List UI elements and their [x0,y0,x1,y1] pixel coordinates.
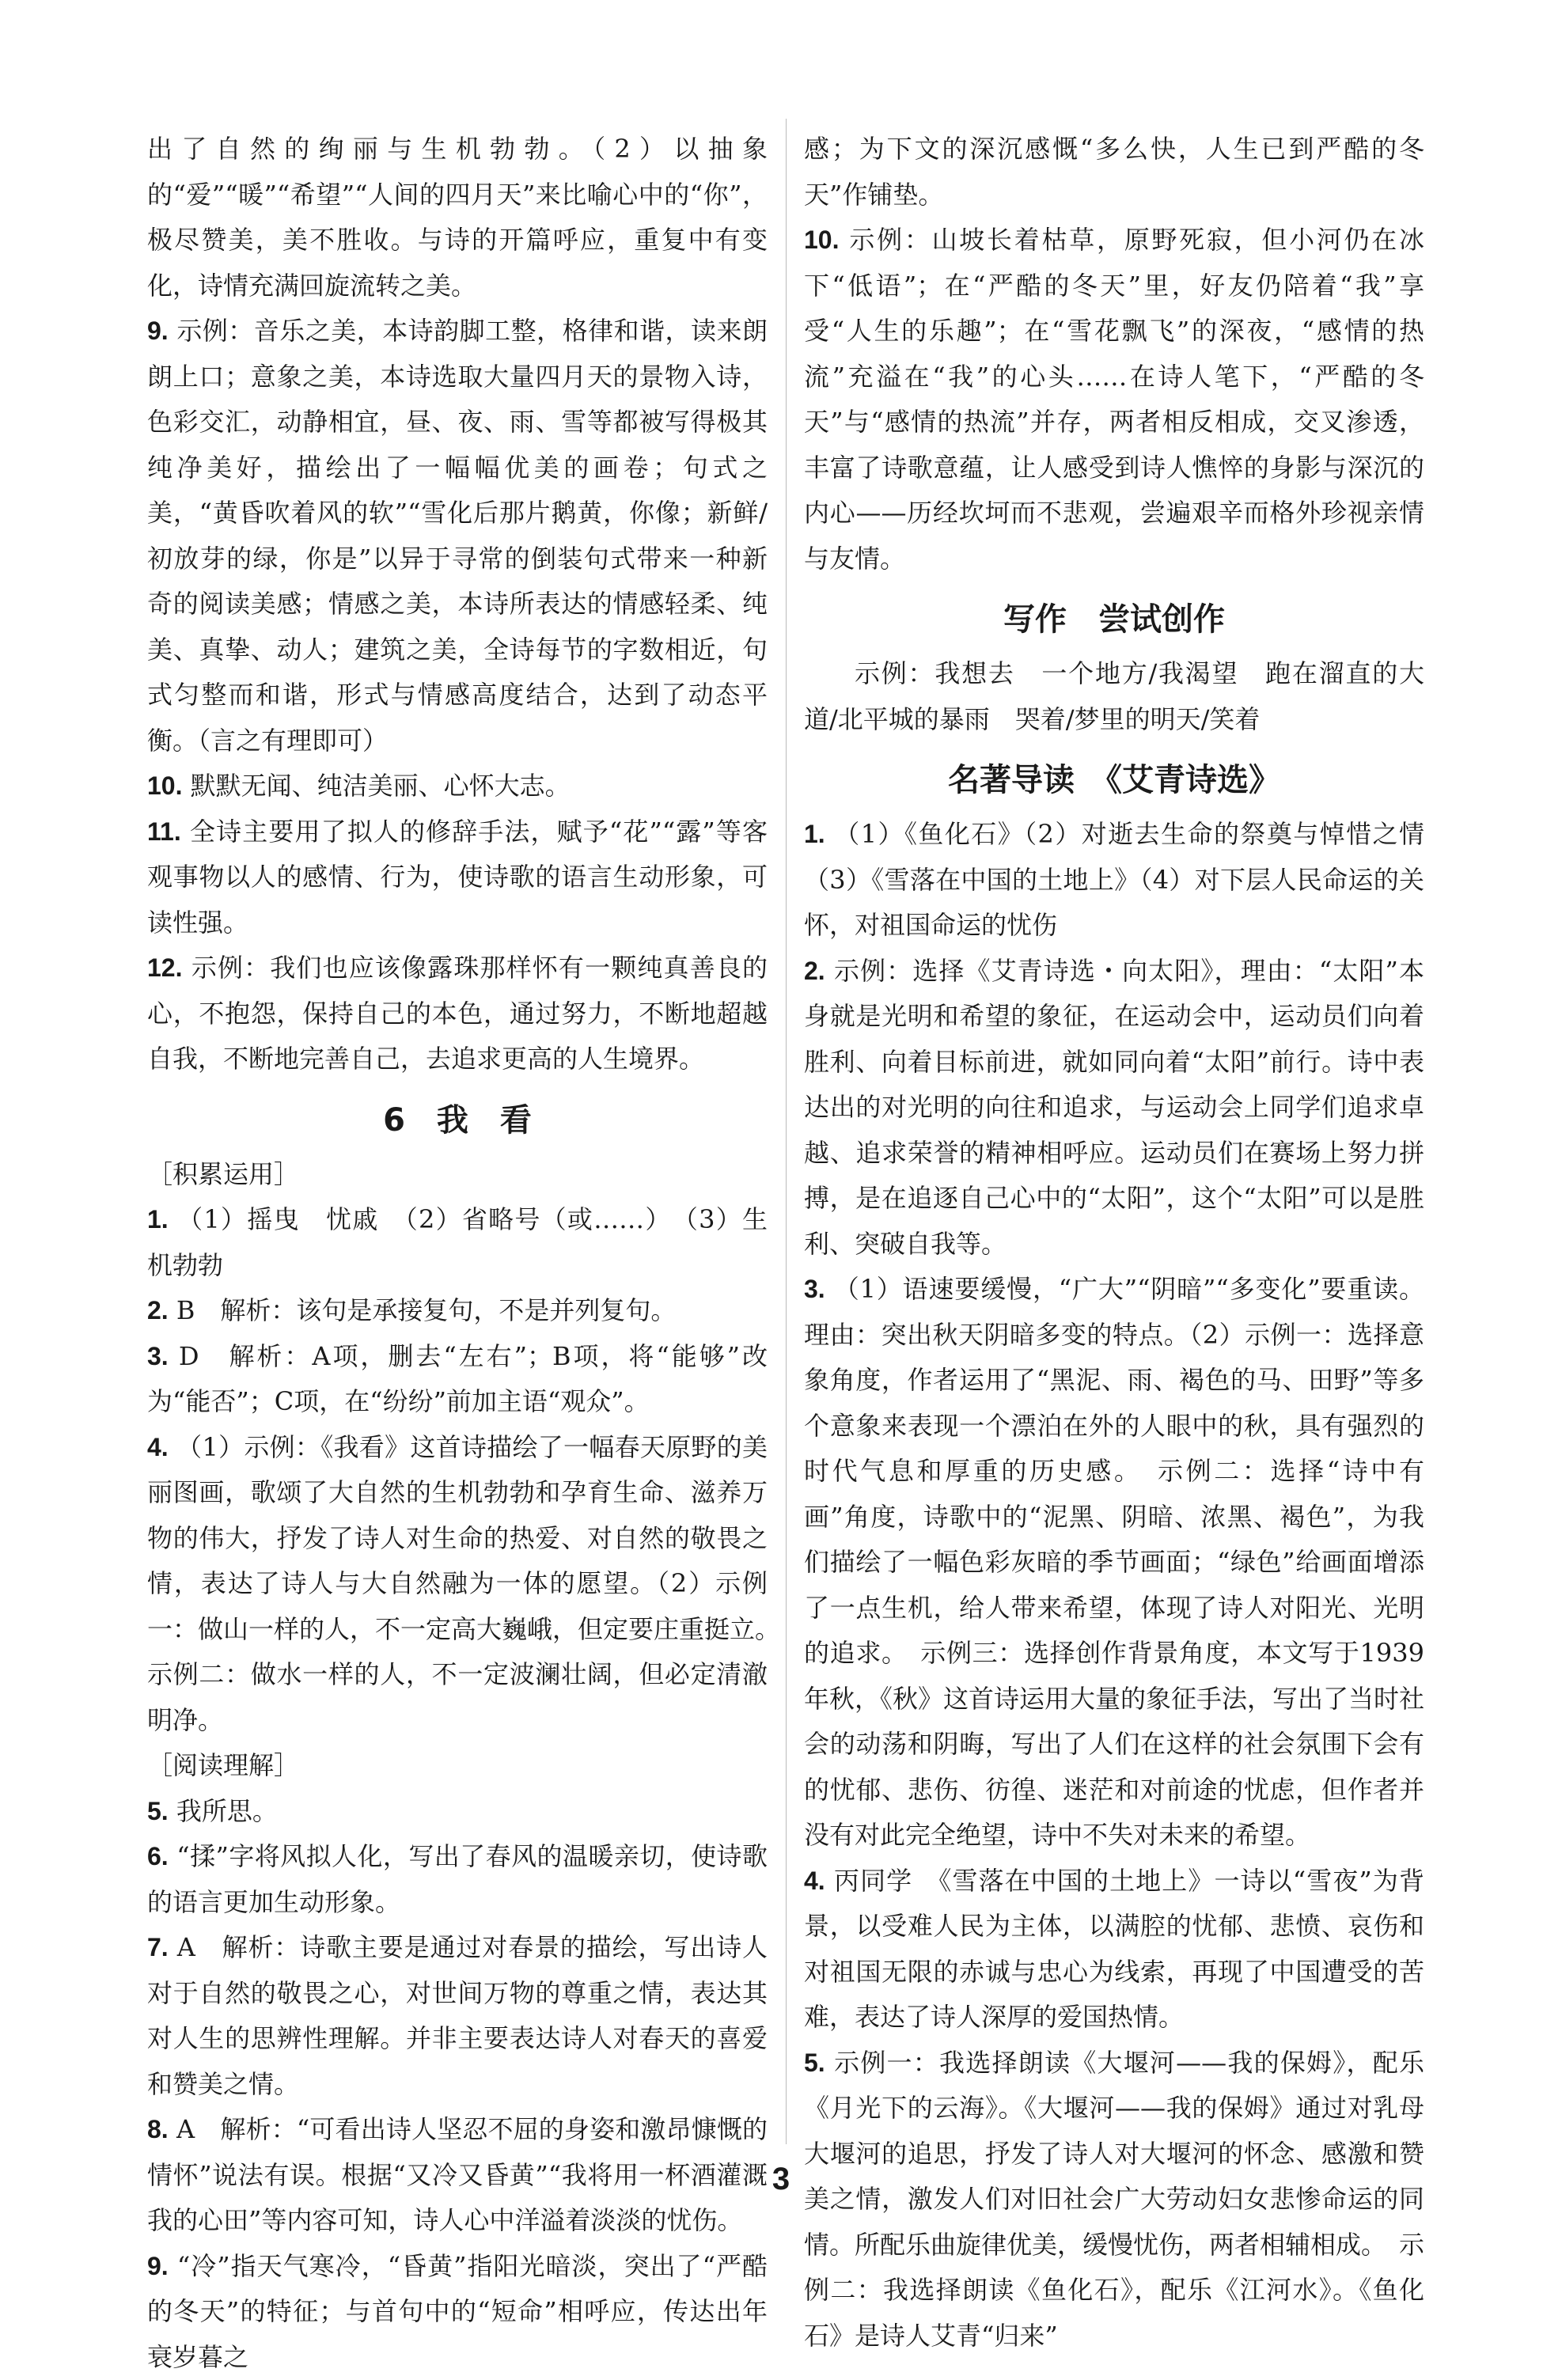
section-title-wo-kan: 6 我 看 [147,1082,768,1152]
answer-text: 示例：选择《艾青诗选・向太阳》，理由：“太阳”本身就是光明和希望的象征，在运动会中，运动员们向着胜利、向着目标前进，就如同向着“太阳”前行。诗中表达出的对光明的向往和追求，与运动会上同学们追求卓越、追求荣誉的精神相呼应。运动员们在赛场上努力拼搏，是在追逐自己心中的“太阳”，这个“太阳”可以是胜利、突破自我等。 [804,956,1424,1259]
answer-number: 4. [804,1866,825,1895]
guide-answer-1 [804,812,1424,949]
answer-5 [147,1789,768,1835]
page-number: 3 [0,2162,1562,2197]
answer-4 [147,1425,768,1744]
guide-answer-5 [804,2041,1424,2359]
answer-text: A 解析：诗歌主要是通过对春景的描绘，写出诗人对于自然的敬畏之心，对世间万物的尊重之情，表达其对人生的思辨性理解。并非主要表达诗人对春天的喜爱和赞美之情。 [147,1932,768,2099]
answer-text: （1）《鱼化石》（2）对逝去生命的祭奠与悼惜之情（3）《雪落在中国的土地上》（4）对下层人民命运的关怀，对祖国命运的忧伤 [804,819,1424,940]
answer-text: 丙同学 《雪落在中国的土地上》一诗以“雪夜”为背景，以受难人民为主体，以满腔的忧郁、悲愤、哀伤和对祖国无限的赤诚与忠心为线索，再现了中国遭受的苦难，表达了诗人深厚的爱国热情。 [804,1866,1424,2033]
answer-12 [147,946,768,1082]
answer-3 [147,1334,768,1425]
answer-text: （1）示例：《我看》这首诗描绘了一幅春天原野的美丽图画，歌颂了大自然的生机勃勃和孕育生命、滋养万物的伟大，抒发了诗人对生命的热爱、对自然的敬畏之情，表达了诗人与大自然融为一体的愿望。（2）示例一：做山一样的人，不一定高大巍峨，但定要庄重挺立。 示例二：做水一样的人，不一定波澜壮阔，但必定清澈明净。 [147,1432,793,1735]
left-column [147,127,768,2380]
answer-9b [147,2244,768,2380]
answer-number: 8. [147,2115,169,2143]
answer-number: 7. [147,1933,169,1961]
answer-2 [147,1288,768,1334]
answer-number: 5. [147,1797,169,1825]
right-column [804,127,1424,2359]
answer-6 [147,1834,768,1925]
tag-accumulate: ［积累运用］ [147,1152,768,1198]
answer-number: 6. [147,1842,169,1870]
answer-text: （1）语速要缓慢，“广大”“阴暗”“多变化”要重读。理由：突出秋天阴暗多变的特点。（2）示例一：选择意象角度，作者运用了“黑泥、雨、褐色的马、田野”等多个意象来表现一个漂泊在外的人眼中的秋，具有强烈的时代气息和厚重的历史感。 示例二：选择“诗中有画”角度，诗歌中的“泥黑、阴暗、浓黑、褐色”，为我们描绘了一幅色彩灰暗的季节画面；“绿色”给画面增添了一点生机，给人带来希望，体现了诗人对阳光、光明的追求。 示例三：选择创作背景角度，本文写于1939年秋，《秋》这首诗运用大量的象征手法，写出了当时社会的动荡和阴晦，写出了人们在这样的社会氛围下会有的忧郁、悲伤、彷徨、迷茫和对前途的忧虑，但作者并没有对此完全绝望，诗中不失对未来的希望。 [804,1274,1424,1850]
answer-number: 10. [147,771,182,800]
answer-text: 我所思。 [176,1796,278,1826]
answer-number: 5. [804,2048,825,2077]
guide-answer-2 [804,949,1424,1268]
answer-number: 9. [147,2252,169,2280]
answer-text: 示例：山坡长着枯草，原野死寂，但小河仍在冰下“低语”；在“严酷的冬天”里，好友仍陪着“我”享受“人生的乐趣”；在“雪花飘飞”的深夜，“感情的热流”充溢在“我”的心头……在诗人笔下，“严酷的冬天”与“感情的热流”并存，两者相反相成，交叉渗透，丰富了诗歌意蕴，让人感受到诗人憔悴的身影与深沉的内心——历经坎坷而不悲观，尝遍艰辛而格外珍视亲情与友情。 [804,225,1424,574]
answer-11 [147,809,768,946]
answer-text: 示例：我们也应该像露珠那样怀有一颗纯真善良的心，不抱怨，保持自己的本色，通过努力，不断地超越自我，不断地完善自己，去追求更高的人生境界。 [147,953,768,1074]
answer-text: 默默无闻、纯洁美丽、心怀大志。 [191,771,571,801]
answer-number: 9. [147,316,169,345]
guide-answer-4 [804,1859,1424,2041]
answer-number: 2. [804,957,825,985]
answer-text: “冷”指天气寒冷，“昏黄”指阳光暗淡，突出了“严酷的冬天”的特征；与首句中的“短命”相呼应，传达出年衰岁暮之 [147,2251,768,2372]
answer-number: 12. [147,953,182,982]
answer-text: “揉”字将风拟人化，写出了春风的温暖亲切，使诗歌的语言更加生动形象。 [147,1841,768,1917]
answer-text: D 解析：A项，删去“左右”；B项，将“能够”改为“能否”；C项，在“纷纷”前加主语“观众”。 [147,1341,768,1417]
answer-8-continuation: 出了自然的绚丽与生机勃勃。（2）以抽象的“爱”“暖”“希望”“人间的四月天”来比喻心中的“你”，极尽赞美，美不胜收。与诗的开篇呼应，重复中有变化，诗情充满回旋流转之美。 [147,127,768,309]
writing-example: 示例：我想去 一个地方/我渴望 跑在溜直的大道/北平城的暴雨 哭着/梦里的明天/笑着 [804,651,1424,742]
answer-number: 3. [804,1275,825,1303]
answer-number: 1. [804,820,825,848]
answer-text: 示例一：我选择朗读《大堰河——我的保姆》，配乐《月光下的云海》。《大堰河——我的保姆》通过对乳母大堰河的追思，抒发了诗人对大堰河的怀念、感激和赞美之情，激发人们对旧社会广大劳动妇女悲惨命运的同情。所配乐曲旋律优美，缓慢忧伤，两者相辅相成。 示例二：我选择朗读《鱼化石》，配乐《江河水》。《鱼化石》是诗人艾青“归来” [804,2048,1424,2351]
answer-number: 11. [147,817,181,846]
tag-reading: ［阅读理解］ [147,1743,768,1789]
answer-10 [147,764,768,809]
answer-10b [804,218,1424,582]
section-title-reading-guide: 名著导读 《艾青诗选》 [804,742,1424,812]
answer-number: 2. [147,1296,169,1325]
answer-number: 1. [147,1205,169,1234]
answer-text: 示例：音乐之美，本诗韵脚工整，格律和谐，读来朗朗上口；意象之美，本诗选取大量四月天的景物入诗，色彩交汇，动静相宜，昼、夜、雨、雪等都被写得极其纯净美好，描绘出了一幅幅优美的画卷；句式之美，“黄昏吹着风的软”“雪化后那片鹅黄，你像；新鲜/初放芽的绿，你是”以异于寻常的倒装句式带来一种新奇的阅读美感；情感之美，本诗所表达的情感轻柔、纯美、真挚、动人；建筑之美，全诗每节的字数相近，句式匀整而和谐，形式与情感高度结合，达到了动态平衡。（言之有理即可） [147,316,768,756]
answer-number: 10. [804,225,839,254]
answer-9-continuation: 感；为下文的深沉感慨“多么快，人生已到严酷的冬天”作铺垫。 [804,127,1424,218]
answer-number: 3. [147,1342,169,1370]
answer-7 [147,1925,768,2107]
answer-text: B 解析：该句是承接复句，不是并列复句。 [176,1295,677,1325]
section-title-writing: 写作 尝试创作 [804,582,1424,651]
answer-text: （1）摇曳 忧戚 （2）省略号（或……） （3）生机勃勃 [147,1204,768,1280]
guide-answer-3 [804,1267,1424,1859]
answer-text: A 解析：“可看出诗人坚忍不屈的身姿和激昂慷慨的情怀”说法有误。根据“又冷又昏黄”“我将用一杯酒灌溉我的心田”等内容可知，诗人心中洋溢着淡淡的忧伤。 [147,2114,768,2235]
answer-number: 4. [147,1433,169,1461]
answer-text: 全诗主要用了拟人的修辞手法，赋予“花”“露”等客观事物以人的感情、行为，使诗歌的语言生动形象，可读性强。 [147,817,768,938]
answer-1 [147,1197,768,1288]
answer-9 [147,309,768,764]
column-divider [786,119,787,2144]
